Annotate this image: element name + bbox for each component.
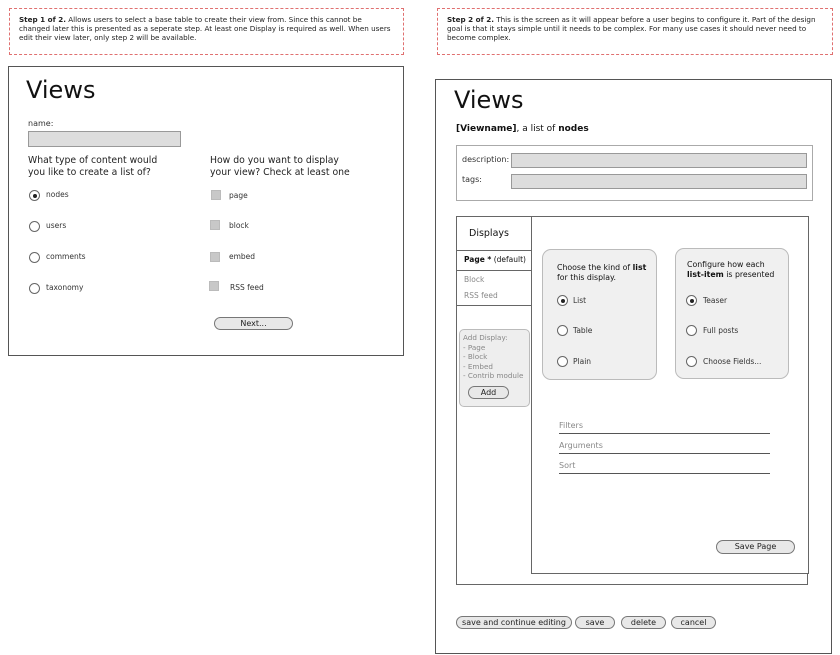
radio-comments[interactable] xyxy=(29,252,40,263)
save-page-button[interactable]: Save Page xyxy=(716,540,795,554)
display-tab-page[interactable]: Page * (default) xyxy=(456,250,532,270)
filters-section[interactable]: Filters xyxy=(559,421,770,434)
list-kind-heading: Choose the kind of list for this display. xyxy=(557,263,647,282)
list-item-heading: Configure how each list-item is presented xyxy=(687,260,775,279)
radio-plain[interactable] xyxy=(557,356,568,367)
delete-button[interactable]: delete xyxy=(621,616,666,629)
add-display-option: - Block xyxy=(463,352,488,361)
display-tab-block[interactable]: Block xyxy=(456,270,532,289)
checkbox-embed[interactable] xyxy=(210,252,220,262)
radio-users[interactable] xyxy=(29,221,40,232)
add-display-button[interactable]: Add xyxy=(468,386,509,399)
step2-frame xyxy=(435,79,832,654)
step1-note-heading: Step 1 of 2. xyxy=(19,15,66,24)
list-kind-option-label: Plain xyxy=(573,357,592,366)
save-and-continue-button[interactable]: save and continue editing xyxy=(456,616,572,629)
name-input[interactable] xyxy=(28,131,181,147)
step2-note xyxy=(437,8,833,55)
list-item-option-label: Full posts xyxy=(703,326,739,335)
add-display-option: - Contrib module xyxy=(463,371,524,380)
list-item-option-label: Teaser xyxy=(703,296,728,305)
next-button[interactable]: Next... xyxy=(214,317,293,330)
radio-taxonomy[interactable] xyxy=(29,283,40,294)
radio-list[interactable] xyxy=(557,295,568,306)
step2-note-heading: Step 2 of 2. xyxy=(447,15,494,24)
content-type-label: nodes xyxy=(46,190,69,199)
meta-box xyxy=(456,145,813,201)
save-button[interactable]: save xyxy=(575,616,615,629)
radio-teaser[interactable] xyxy=(686,295,697,306)
content-question: What type of content would you like to create a list of? xyxy=(28,155,158,178)
display-type-label: page xyxy=(229,191,248,200)
step1-note-body: Allows users to select a base table to create their view from. Since this cannot be changed later this is presented as a seperate step. At least one Display is required as well. When users edit their view later, only step 2 will be available. xyxy=(19,15,391,42)
add-display-option: - Embed xyxy=(463,361,493,371)
content-type-label: users xyxy=(46,221,67,230)
list-kind-option-label: Table xyxy=(573,326,593,335)
step2-note-body: This is the screen as it will appear before a user begins to configure it. Part of the design goal is that it stays simple until it needs to be complex. For many use cases it should never need to become complex. xyxy=(447,15,816,42)
step1-note xyxy=(9,8,404,55)
arguments-section[interactable]: Arguments xyxy=(559,441,770,454)
list-item-option-label: Choose Fields... xyxy=(703,357,762,366)
name-label: name: xyxy=(28,119,54,128)
view-subtitle: [Viewname], a list of nodes xyxy=(456,124,589,134)
displays-header: Displays xyxy=(456,216,532,251)
radio-full-posts[interactable] xyxy=(686,325,697,336)
content-type-label: taxonomy xyxy=(46,283,84,292)
list-item-panel xyxy=(675,248,789,379)
step1-frame xyxy=(8,66,404,356)
content-type-label: comments xyxy=(46,252,86,261)
tags-label: tags: xyxy=(462,175,482,184)
view-name: [Viewname] xyxy=(456,124,517,134)
add-display-heading: Add Display: xyxy=(463,333,508,342)
radio-table[interactable] xyxy=(557,325,568,336)
list-kind-option-label: List xyxy=(573,296,587,305)
display-type-label: RSS feed xyxy=(230,283,264,292)
display-question: How do you want to display your view? Check at least one xyxy=(210,155,350,178)
checkbox-page[interactable] xyxy=(211,190,221,200)
description-input[interactable] xyxy=(511,153,807,168)
display-tab-rss-feed[interactable]: RSS feed xyxy=(456,288,532,306)
description-label: description: xyxy=(462,155,510,164)
radio-nodes[interactable] xyxy=(29,190,40,201)
add-display-option: - Page xyxy=(463,342,486,352)
step2-title: Views xyxy=(454,86,524,114)
checkbox-rss-feed[interactable] xyxy=(209,281,219,291)
sort-section[interactable]: Sort xyxy=(559,461,770,474)
display-type-label: embed xyxy=(229,252,256,261)
step1-title: Views xyxy=(26,76,96,104)
display-type-label: block xyxy=(229,221,249,230)
view-base-type: nodes xyxy=(558,124,589,134)
list-kind-panel xyxy=(542,249,657,380)
radio-choose-fields[interactable] xyxy=(686,356,697,367)
cancel-button[interactable]: cancel xyxy=(671,616,716,629)
tags-input[interactable] xyxy=(511,174,807,189)
checkbox-block[interactable] xyxy=(210,220,220,230)
